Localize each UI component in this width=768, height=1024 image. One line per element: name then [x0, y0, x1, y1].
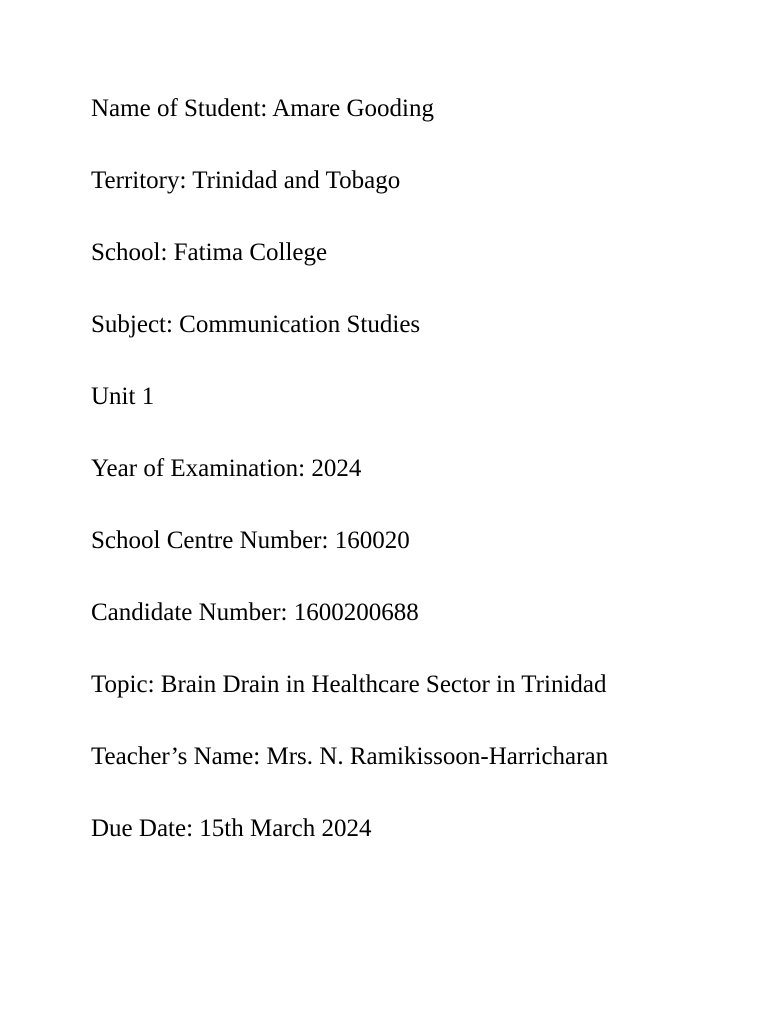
due-date-line: Due Date: 15th March 2024 — [91, 815, 372, 842]
school-line: School: Fatima College — [91, 239, 328, 266]
centre-number-line: School Centre Number: 160020 — [91, 527, 410, 554]
unit-line: Unit 1 — [91, 383, 155, 410]
subject-line: Subject: Communication Studies — [91, 311, 421, 338]
teacher-name-line: Teacher’s Name: Mrs. N. Ramikissoon-Harricharan — [91, 743, 609, 770]
territory-line: Territory: Trinidad and Tobago — [91, 167, 401, 194]
candidate-number-line: Candidate Number: 1600200688 — [91, 599, 419, 626]
topic-line: Topic: Brain Drain in Healthcare Sector in Trinidad — [91, 671, 607, 698]
exam-year-line: Year of Examination: 2024 — [91, 455, 362, 482]
student-name-line: Name of Student: Amare Gooding — [91, 95, 434, 122]
cover-details — [91, 91, 608, 883]
